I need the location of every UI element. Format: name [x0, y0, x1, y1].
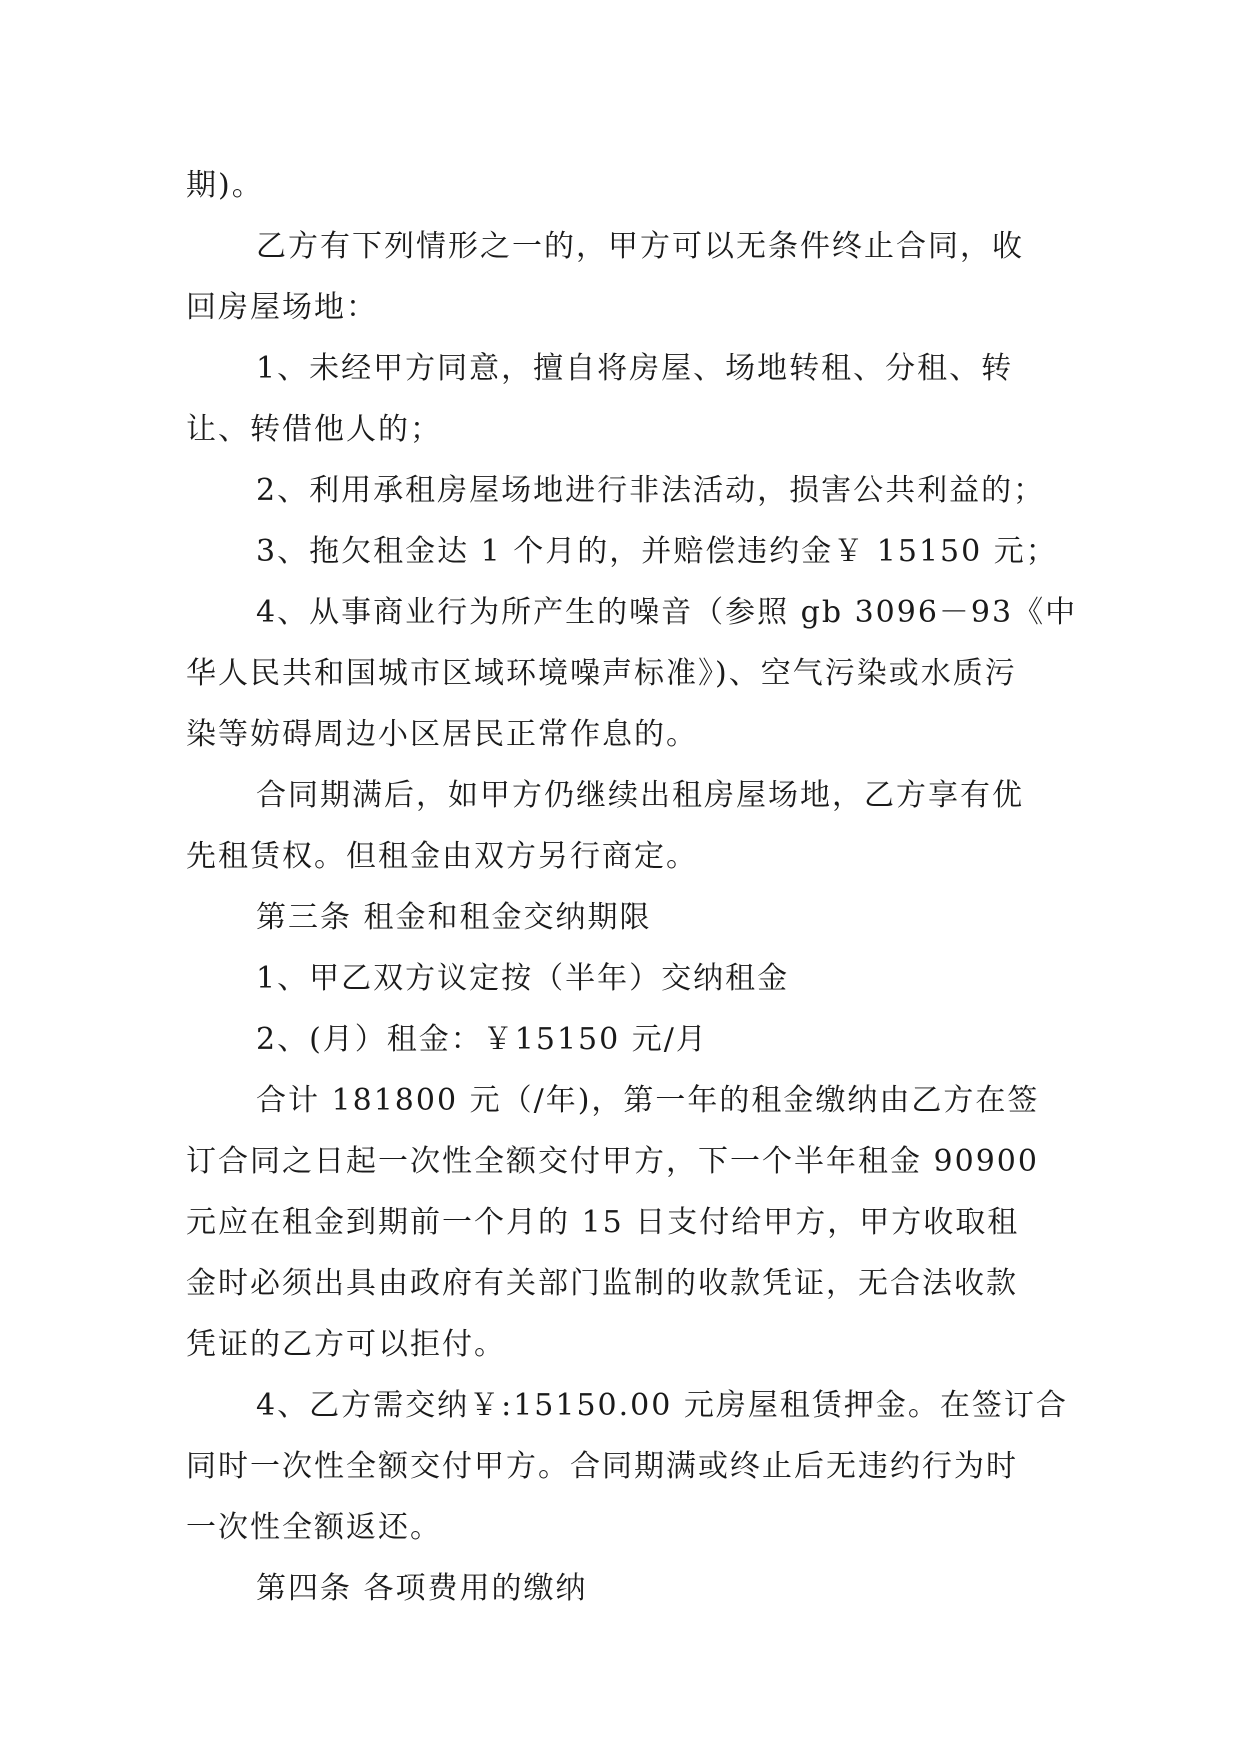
- list-item: 2、(月）租金：￥15150 元/月: [256, 1022, 708, 1057]
- text-line: 回房屋场地：: [186, 290, 378, 325]
- text-line: 金时必须出具由政府有关部门监制的收款凭证，无合法收款: [186, 1266, 1018, 1301]
- list-item-continued: 一次性全额返还。: [186, 1510, 442, 1545]
- list-item: 1、甲乙双方议定按（半年）交纳租金: [256, 961, 790, 996]
- list-item-continued: 让、转借他人的；: [186, 412, 442, 447]
- text-line: 合计 181800 元（/年)，第一年的租金缴纳由乙方在签: [256, 1083, 1040, 1118]
- list-item-continued: 同时一次性全额交付甲方。合同期满或终止后无违约行为时: [186, 1449, 1018, 1484]
- text-line: 元应在租金到期前一个月的 15 日支付给甲方，甲方收取租: [186, 1205, 1020, 1240]
- section-heading: 第四条 各项费用的缴纳: [256, 1571, 588, 1606]
- list-item: 2、利用承租房屋场地进行非法活动，损害公共利益的；: [256, 473, 1046, 508]
- list-item: 4、乙方需交纳￥:15150.00 元房屋租赁押金。在签订合: [256, 1388, 1068, 1423]
- list-item: 1、未经甲方同意，擅自将房屋、场地转租、分租、转: [256, 351, 1014, 386]
- text-line: 期)。: [186, 168, 264, 203]
- text-line: 先租赁权。但租金由双方另行商定。: [186, 839, 698, 874]
- list-item: 4、从事商业行为所产生的噪音（参照 gb 3096－93《中: [256, 595, 1078, 630]
- text-line: 合同期满后，如甲方仍继续出租房屋场地，乙方享有优: [256, 778, 1024, 813]
- text-line: 订合同之日起一次性全额交付甲方，下一个半年租金 90900: [186, 1144, 1039, 1179]
- list-item-continued: 染等妨碍周边小区居民正常作息的。: [186, 717, 698, 752]
- text-line: 凭证的乙方可以拒付。: [186, 1327, 506, 1362]
- section-heading: 第三条 租金和租金交纳期限: [256, 900, 652, 935]
- list-item-continued: 华人民共和国城市区域环境噪声标准》)、空气污染或水质污: [186, 656, 1017, 691]
- text-line: 乙方有下列情形之一的，甲方可以无条件终止合同，收: [256, 229, 1024, 264]
- list-item: 3、拖欠租金达 1 个月的，并赔偿违约金￥ 15150 元；: [256, 534, 1058, 569]
